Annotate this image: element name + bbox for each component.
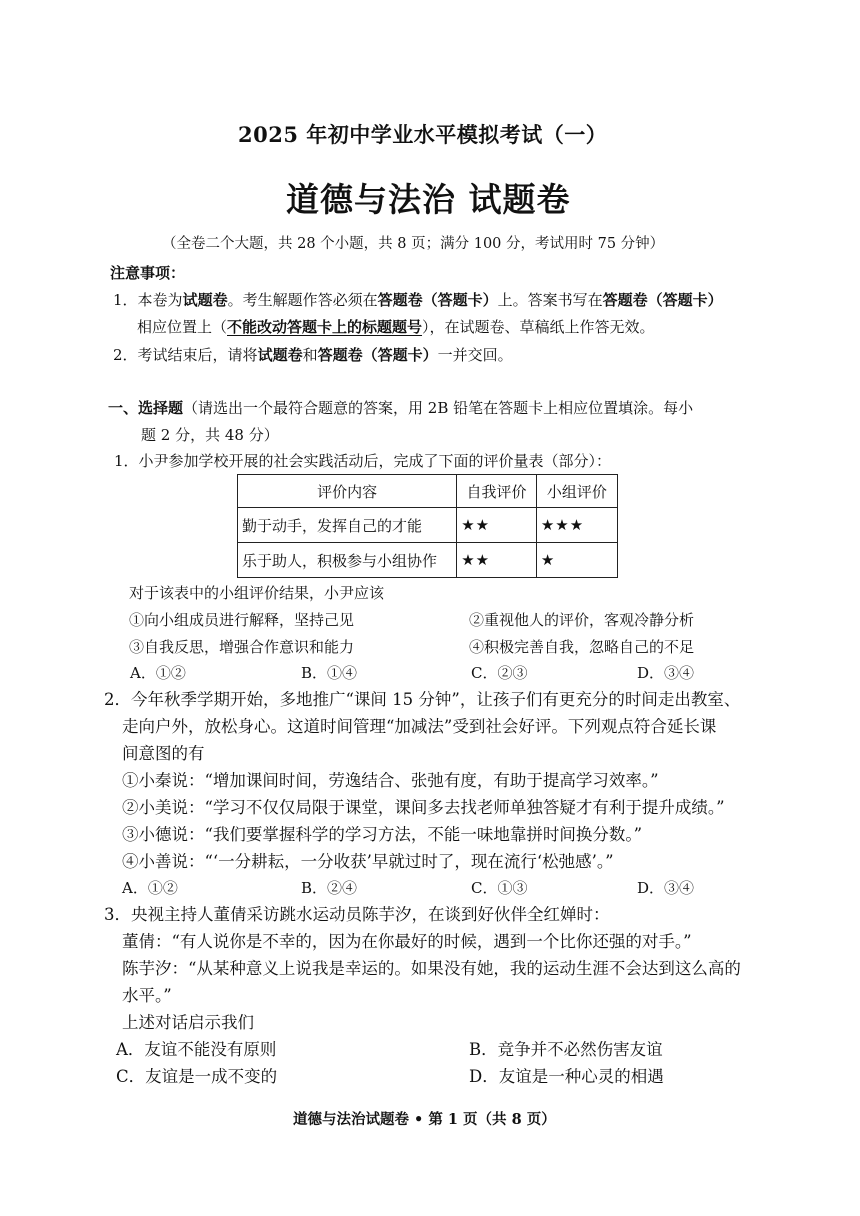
- q2-option-d: D．③④: [637, 879, 695, 897]
- q2-option-b: B．②④: [301, 879, 358, 897]
- table-header: 自我评价: [457, 475, 537, 508]
- q3-option-d: D．友谊是一种心灵的相遇: [469, 1067, 664, 1086]
- notice-item-1: 1．本卷为试题卷。考生解题作答必须在答题卷（答题卡）上。答案书写在答题卷（答题卡）: [113, 291, 723, 309]
- section1-desc-cont: 题 2 分，共 48 分）: [141, 426, 279, 444]
- page-footer: 道德与法治试题卷 • 第 1 页（共 8 页）: [293, 1111, 556, 1128]
- q2-option-a: A．①②: [122, 879, 178, 897]
- q1-option-d: D．③④: [637, 664, 695, 682]
- section1-heading: 一、选择题（请选出一个最符合题意的答案，用 2B 铅笔在答题卡上相应位置填涂。每小: [108, 399, 694, 417]
- q3-stem-line2: 董倩：“有人说你是不幸的，因为在你最好的时候，遇到一个比你还强的对手。”: [122, 932, 692, 951]
- subject-title: 道德与法治 试题卷: [286, 180, 571, 219]
- exam-title: 2025 年初中学业水平模拟考试（一）: [238, 122, 608, 147]
- q1-option-a: A．①②: [130, 664, 186, 682]
- notice-heading: 注意事项：: [110, 264, 186, 282]
- table-cell: 勤于动手，发挥自己的才能: [238, 508, 457, 543]
- table-row: [238, 508, 618, 543]
- evaluation-table: [237, 474, 618, 578]
- notice-item-2: 2．考试结束后，请将试题卷和答题卷（答题卡）一并交回。: [113, 346, 513, 364]
- q1-stem: 1．小尹参加学校开展的社会实践活动后，完成了下面的评价量表（部分）：: [114, 452, 612, 470]
- q1-statement-4: ④积极完善自我，忽略自己的不足: [469, 638, 695, 656]
- q1-option-b: B．①④: [301, 664, 358, 682]
- q2-statement-1: ①小秦说：“增加课间时间，劳逸结合、张弛有度，有助于提高学习效率。”: [122, 771, 659, 790]
- exam-info: （全卷二个大题，共 28 个小题，共 8 页；满分 100 分，考试用时 75 分钟）: [162, 236, 665, 252]
- q3-stem-line3: 陈芋汐：“从某种意义上说我是幸运的。如果没有她，我的运动生涯不会达到这么高的: [122, 959, 741, 978]
- q2-option-c: C．①③: [471, 879, 528, 897]
- q1-option-c: C．②③: [471, 664, 528, 682]
- table-row: [238, 543, 618, 578]
- q3-stem-line5: 上述对话启示我们: [122, 1013, 254, 1032]
- table-header: 评价内容: [238, 475, 457, 508]
- q2-stem-line3: 间意图的有: [122, 744, 205, 763]
- q2-statement-3: ③小德说：“我们要掌握科学的学习方法，不能一味地靠拼时间换分数。”: [122, 825, 643, 844]
- table-header-row: [238, 475, 618, 508]
- star-rating: ★★: [457, 508, 537, 543]
- table-header: 小组评价: [536, 475, 617, 508]
- q3-stem-line4: 水平。”: [122, 986, 172, 1005]
- star-rating: ★: [536, 543, 617, 578]
- q3-option-b: B．竞争并不必然伤害友谊: [469, 1040, 663, 1059]
- notice-item-1-cont: 相应位置上（不能改动答题卡上的标题题号），在试题卷、草稿纸上作答无效。: [137, 318, 655, 336]
- q1-statement-3: ③自我反思，增强合作意识和能力: [129, 638, 355, 656]
- q3-stem-line1: 3．央视主持人董倩采访跳水运动员陈芋汐，在谈到好伙伴全红婵时：: [104, 905, 610, 924]
- q3-option-a: A．友谊不能没有原则: [116, 1040, 277, 1059]
- q1-statement-1: ①向小组成员进行解释，坚持己见: [129, 611, 355, 629]
- q2-statement-4: ④小善说：“‘一分耕耘，一分收获’早就过时了，现在流行‘松弛感’。”: [122, 852, 614, 871]
- q2-statement-2: ②小美说：“学习不仅仅局限于课堂，课间多去找老师单独答疑才有利于提升成绩。”: [122, 798, 725, 817]
- q1-question: 对于该表中的小组评价结果，小尹应该: [129, 584, 385, 602]
- q2-stem-line1: 2．今年秋季学期开始，多地推广“课间 15 分钟”，让孩子们有更充分的时间走出教室、: [104, 690, 741, 709]
- q1-statement-2: ②重视他人的评价，客观冷静分析: [469, 611, 695, 629]
- star-rating: ★★★: [536, 508, 617, 543]
- star-rating: ★★: [457, 543, 537, 578]
- table-cell: 乐于助人，积极参与小组协作: [238, 543, 457, 578]
- q2-stem-line2: 走向户外，放松身心。这道时间管理“加减法”受到社会好评。下列观点符合延长课: [122, 717, 717, 736]
- q3-option-c: C．友谊是一成不变的: [116, 1067, 278, 1086]
